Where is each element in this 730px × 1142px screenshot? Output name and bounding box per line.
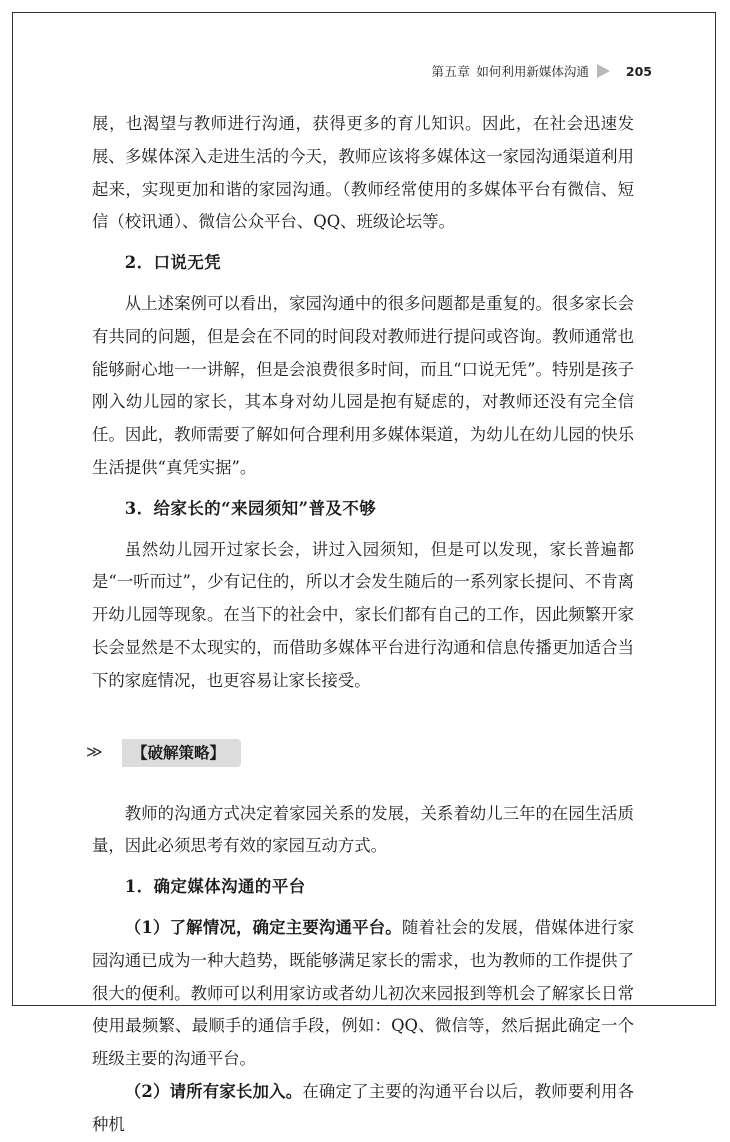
chapter-title: 如何利用新媒体沟通 <box>476 64 589 79</box>
strategy-intro: 教师的沟通方式决定着家园关系的发展，关系着幼儿三年的在园生活质量，因此必须思考有效的家园互动方式。 <box>92 803 634 856</box>
paragraph-2: 从上述案例可以看出，家园沟通中的很多问题都是重复的。很多家长会有共同的问题，但是会在不同的时间段对教师进行提问或咨询。教师通常也能够耐心地一一讲解，但是会浪费很多时间，而且“口说无凭”。特别是孩子刚入幼儿园的家长，其本身对幼儿园是抱有疑虑的，对教师还没有完全信任。因此，教师需要了解如何合理利用多媒体渠道，为幼儿在幼儿园的快乐生活提供“真凭实据”。 <box>92 293 634 477</box>
strategy-item-1-text: 随着社会的发展，借媒体进行家园沟通已成为一种大趋势，既能够满足家长的需求，也为教师的工作提供了很大的便利。教师可以利用家访或者幼儿初次来园报到等机会了解家长日常使用最频繁、最顺手的通信手段，例如：QQ、微信等，然后据此确定一个班级主要的沟通平台。 <box>92 917 635 1069</box>
section-banner <box>86 738 634 768</box>
strategy-item-2-lead: （2）请所有家长加入。 <box>124 1081 303 1101</box>
strategy-item-1 <box>92 912 634 1076</box>
heading-3: 3．给家长的“来园须知”普及不够 <box>124 498 377 518</box>
double-chevron-icon: ≫ <box>86 742 100 762</box>
paragraph-1: 展，也渴望与教师进行沟通，获得更多的育儿知识。因此，在社会迅速发展、多媒体深入走进生活的今天，教师应该将多媒体这一家园沟通渠道利用起来，实现更加和谐的家园沟通。（教师经常使用的多媒体平台有微信、短信（校讯通）、微信公众平台、QQ、班级论坛等。 <box>92 114 634 232</box>
running-header <box>431 62 652 80</box>
paragraph-3: 虽然幼儿园开过家长会，讲过入园须知，但是可以发现，家长普遍都是“一听而过”，少有记住的，所以才会发生随后的一系列家长提问、不肯离开幼儿园等现象。在当下的社会中，家长们都有自己的工作，因此频繁开家长会显然是不太现实的，而借助多媒体平台进行沟通和信息传播更加适合当下的家庭情况，也更容易让家长接受。 <box>92 539 634 690</box>
strategy-item-2 <box>92 1076 634 1142</box>
page-number: 205 <box>625 63 652 79</box>
strategy-item-1-lead: （1）了解情况，确定主要沟通平台。 <box>124 917 402 937</box>
section-title: 【破解策略】 <box>122 739 241 767</box>
page-body <box>86 108 635 1142</box>
strategy-heading-1: 1．确定媒体沟通的平台 <box>124 877 306 897</box>
heading-2: 2．口说无凭 <box>124 253 222 273</box>
strategy-item-2-text: 在确定了主要的沟通平台以后，教师要利用各种机 <box>92 1081 635 1134</box>
chapter-label: 第五章 <box>431 64 471 79</box>
header-arrow-icon <box>597 64 610 78</box>
